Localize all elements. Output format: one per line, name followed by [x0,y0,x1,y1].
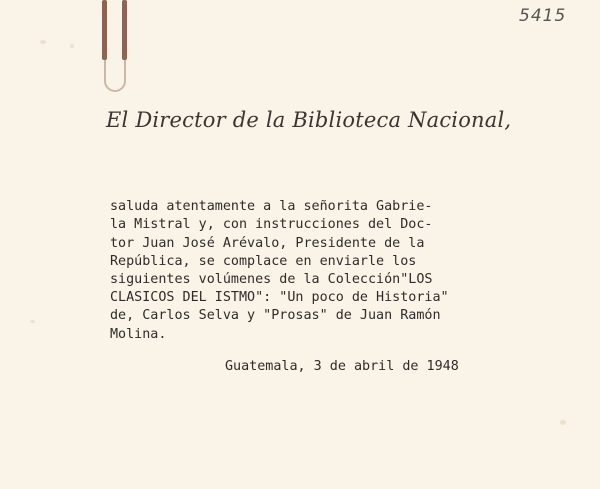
body-line: de, Carlos Selva y "Prosas" de Juan Ramón [110,308,441,324]
date-line: Guatemala, 3 de abril de 1948 [225,359,459,374]
paper-stain [30,320,35,323]
letterhead-heading: El Director de la Biblioteca Nacional, [106,108,512,132]
body-line: la Mistral y, con instrucciones del Doc- [110,217,433,233]
paper-stain [560,420,566,425]
body-line: siguientes volúmenes de la Colección"LOS [110,272,433,288]
clip-bar-right [122,0,127,60]
paper-stain [70,44,74,48]
catalog-number: 5415 [519,6,567,26]
paper-stain [40,40,46,44]
body-line: tor Juan José Arévalo, Presidente de la [110,235,425,251]
clip-loop [104,54,126,92]
clip-bar-left [102,0,107,60]
letter-body [110,180,580,344]
body-line: CLASICOS DEL ISTMO": "Un poco de Historia" [110,290,449,306]
binding-clip-mark [100,0,134,92]
body-line: República, se complace en enviarle los [110,253,417,269]
body-line: saluda atentamente a la señorita Gabrie- [110,199,433,215]
body-line: Molina. [110,326,167,342]
